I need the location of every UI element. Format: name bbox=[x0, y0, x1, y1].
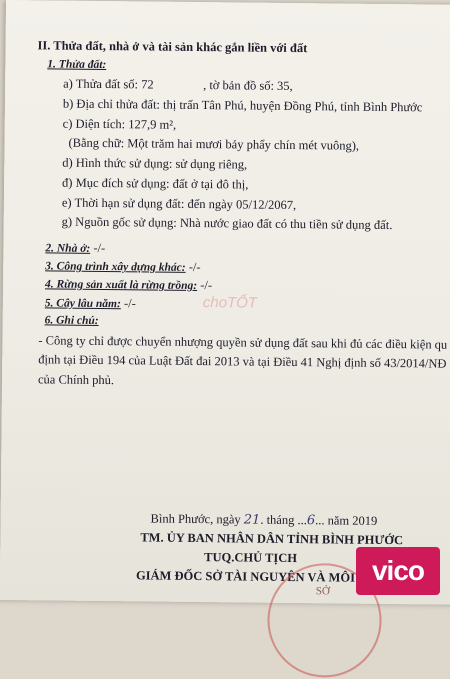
house-row bbox=[45, 240, 105, 256]
trees-row bbox=[45, 295, 136, 311]
forest-row bbox=[45, 276, 212, 293]
signature-date: Bình Phước, ngày 21. tháng ...6... năm 2019 bbox=[150, 511, 378, 529]
forest-label: 4. Rừng sản xuất là rừng trồng: bbox=[44, 278, 198, 293]
land-area: c) Diện tích: 127,9 m², bbox=[62, 116, 177, 132]
section-title: II. Thửa đất, nhà ở và tài sản khác gắn liền với đất bbox=[37, 38, 308, 56]
forest-value: -/- bbox=[197, 278, 213, 293]
director-title: GIÁM ĐỐC SỞ TÀI NGUYÊN VÀ MÔI bbox=[135, 568, 356, 585]
notes-line-1: - Công ty chỉ được chuyển nhượng quyền sử dụng đất sau khi đủ các điều kiện qu bbox=[38, 333, 448, 352]
land-address: b) Địa chỉ thửa đất: thị trấn Tân Phú, huyện Đồng Phú, tỉnh Bình Phước bbox=[62, 96, 423, 115]
date-place: Bình Phước, ngày bbox=[150, 511, 241, 527]
land-origin: g) Nguồn gốc sử dụng: Nhà nước giao đất có thu tiền sử dụng đất. bbox=[61, 214, 393, 233]
date-month: 6 bbox=[306, 513, 316, 529]
land-term: e) Thời hạn sử dụng đất: đến ngày 05/12/2067, bbox=[61, 195, 297, 213]
house-label: 2. Nhà ở: bbox=[45, 242, 91, 255]
land-parcel: a) Thửa đất số: 72 bbox=[63, 76, 154, 92]
date-day: 21 bbox=[243, 512, 261, 528]
land-usage-form: d) Hình thức sử dụng: sử dụng riêng, bbox=[62, 155, 248, 172]
date-year: năm 2019 bbox=[327, 513, 378, 528]
trees-label: 5. Cây lâu năm: bbox=[44, 297, 121, 311]
watermark-logo: choTỐT bbox=[202, 294, 258, 312]
land-map-sheet: , tờ bản đồ số: 35, bbox=[203, 78, 293, 94]
house-value: -/- bbox=[90, 240, 106, 256]
land-area-words: (Bằng chữ: Một trăm hai mươi bảy phẩy chín mét vuông), bbox=[68, 135, 360, 153]
land-heading: 1. Thửa đất: bbox=[47, 58, 107, 72]
seal-text: SỞ bbox=[315, 585, 330, 598]
vico-logo: vico bbox=[356, 547, 440, 595]
notes-line-3: của Chính phủ. bbox=[37, 372, 115, 388]
trees-value: -/- bbox=[120, 296, 136, 311]
notes-heading: 6. Ghi chú: bbox=[44, 314, 99, 327]
land-purpose: đ) Mục đích sử dụng: đất ở tại đô thị, bbox=[62, 175, 249, 192]
notes-line-2: định tại Điều 194 của Luật Đất đai 2013 và tại Điều 41 Nghị định số 43/2014/NĐ bbox=[38, 352, 447, 371]
construction-value: -/- bbox=[185, 259, 201, 275]
construction-label: 3. Công trình xây dựng khác: bbox=[45, 260, 186, 274]
committee-title: TM. ỦY BAN NHÂN DÂN TỈNH BÌNH PHƯỚC bbox=[140, 530, 404, 548]
construction-row bbox=[45, 258, 201, 275]
date-month-label: tháng bbox=[266, 512, 295, 528]
role-title: TUQ.CHỦ TỊCH bbox=[204, 550, 298, 566]
